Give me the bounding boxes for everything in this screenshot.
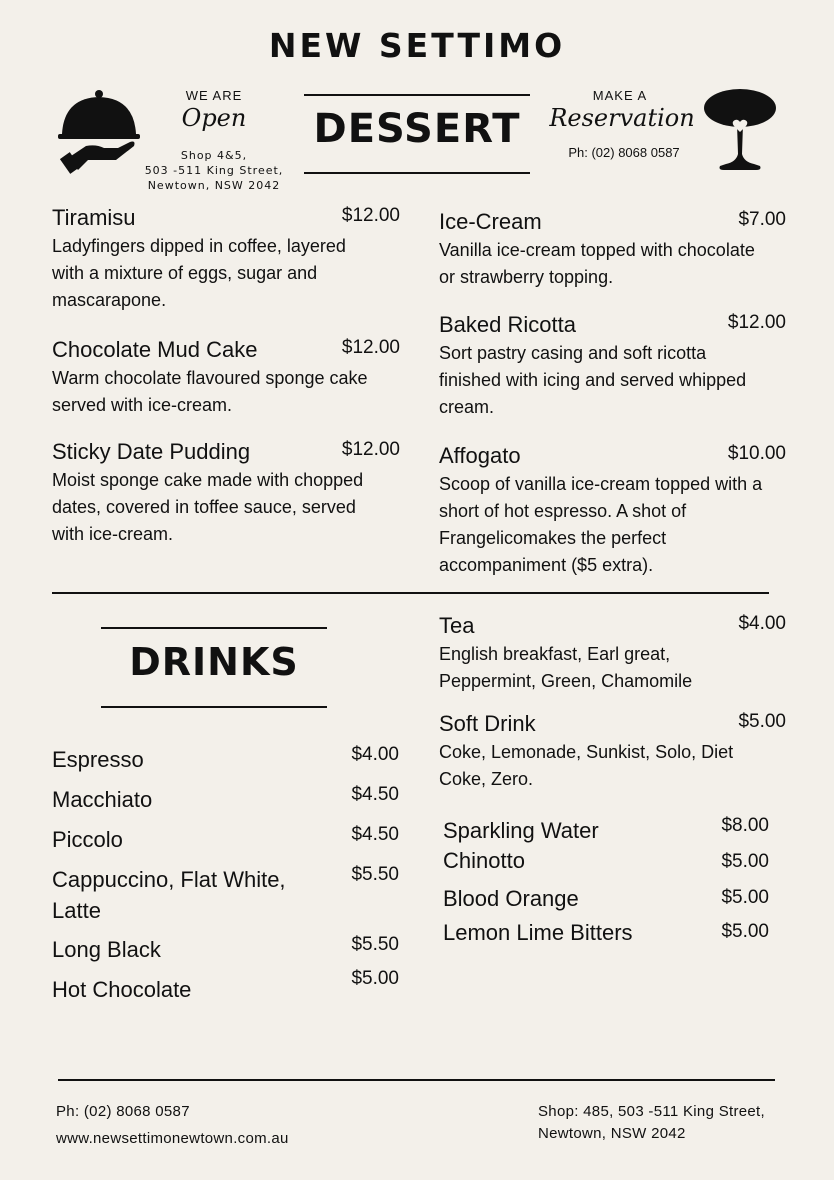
dessert-name: Sticky Date Pudding: [52, 439, 251, 464]
drink-name: Lemon Lime Bitters: [443, 920, 633, 945]
drink-price: $5.50: [351, 934, 399, 955]
dessert-title: DESSERT: [313, 106, 521, 152]
drink-name: Chinotto: [443, 848, 525, 873]
drink-name: Sparkling Water: [443, 818, 599, 843]
drink-row: [52, 784, 399, 824]
other-drinks-list: [443, 815, 769, 959]
dessert-item: [52, 337, 400, 419]
dessert-description: Vanilla ice-cream topped with chocolate or strawberry topping.: [439, 240, 755, 287]
drink-row: [52, 968, 399, 1014]
drink-price: $4.50: [351, 824, 399, 845]
dessert-price: $12.00: [341, 337, 400, 358]
drink-name: Long Black: [52, 937, 161, 962]
drink-price: $5.00: [721, 851, 769, 872]
address-line: Shop 4&5,: [180, 149, 248, 162]
dessert-name: Affogato: [439, 443, 521, 468]
drink-row: [52, 864, 399, 934]
drink-row: [52, 824, 399, 864]
drink-price: $5.50: [351, 864, 399, 885]
address-line: 503 -511 King Street,: [144, 164, 284, 177]
reservation-script: Reservation: [549, 104, 695, 132]
section-divider: [52, 592, 769, 594]
open-script: Open: [181, 104, 247, 132]
drink-price: $5.00: [351, 968, 399, 989]
drink-row: [443, 920, 769, 959]
footer-phone[interactable]: Ph: (02) 8068 0587: [56, 1103, 190, 1120]
drink-name: Tea: [439, 613, 475, 638]
dessert-price: $12.00: [341, 439, 400, 460]
drink-name: Espresso: [52, 747, 144, 772]
drink-description: English breakfast, Earl great, Peppermint, Green, Chamomile: [439, 644, 693, 691]
dessert-price: $7.00: [738, 209, 786, 230]
drink-row: [443, 815, 769, 849]
open-label: WE ARE: [185, 88, 243, 103]
drink-price: $4.00: [738, 613, 786, 634]
dessert-item: [52, 205, 400, 314]
drink-name: Soft Drink: [439, 711, 536, 736]
dessert-price: $10.00: [727, 443, 786, 464]
drink-name: Macchiato: [52, 787, 153, 812]
dessert-price: $12.00: [727, 312, 786, 333]
dessert-description: Moist sponge cake made with chopped dates, covered in toffee sauce, served with ice-cream.: [52, 470, 364, 544]
drink-name: Piccolo: [52, 827, 123, 852]
dessert-item: [439, 209, 786, 291]
reservation-phone[interactable]: Ph: (02) 8068 0587: [568, 145, 680, 160]
address-block: [118, 148, 310, 193]
drink-price: $5.00: [721, 887, 769, 908]
restaurant-name: NEW SETTIMO: [268, 26, 566, 65]
drink-name: Hot Chocolate: [52, 977, 192, 1002]
drink-item: [439, 711, 786, 793]
footer-address: [538, 1098, 798, 1147]
dessert-name: Ice-Cream: [439, 209, 542, 234]
dessert-description: Warm chocolate flavoured sponge cake served with ice-cream.: [52, 368, 368, 415]
coffee-list: [52, 744, 399, 1014]
drink-row: [52, 934, 399, 974]
drink-price: $4.00: [351, 744, 399, 765]
footer-address-line: Shop: 485, 503 -511 King Street,: [538, 1103, 765, 1120]
dessert-price: $12.00: [341, 205, 400, 226]
tree-heart-icon: [700, 88, 780, 174]
footer-divider: [58, 1079, 775, 1081]
footer-website[interactable]: www.newsettimonewtown.com.au: [56, 1130, 289, 1147]
drink-row: [443, 849, 769, 887]
footer-address-line: Newtown, NSW 2042: [538, 1125, 686, 1142]
dessert-name: Tiramisu: [52, 205, 136, 230]
dessert-name: Baked Ricotta: [439, 312, 576, 337]
drink-row: [52, 744, 399, 784]
drink-item: [439, 613, 786, 695]
drinks-title: DRINKS: [129, 640, 299, 684]
drink-description: Coke, Lemonade, Sunkist, Solo, Diet Coke, Zero.: [439, 742, 734, 789]
dessert-item: [439, 312, 786, 421]
drink-price: $8.00: [721, 815, 769, 836]
drink-name: Cappuccino, Flat White, Latte: [52, 867, 286, 923]
reservation-label: MAKE A: [592, 88, 648, 103]
footer-contact: [56, 1098, 289, 1152]
drink-price: $5.00: [738, 711, 786, 732]
address-line: Newtown, NSW 2042: [147, 179, 281, 192]
dessert-item: [52, 439, 400, 548]
dessert-description: Sort pastry casing and soft ricotta finished with icing and served whipped cream.: [439, 343, 747, 417]
drink-price: $5.00: [721, 921, 769, 942]
drink-price: $4.50: [351, 784, 399, 805]
drink-name: Blood Orange: [443, 886, 579, 911]
dessert-description: Scoop of vanilla ice-cream topped with a short of hot espresso. A shot of Frangelicomakes the perfect accompaniment ($5 extra).: [439, 474, 763, 575]
dessert-name: Chocolate Mud Cake: [52, 337, 258, 362]
dessert-description: Ladyfingers dipped in coffee, layered with a mixture of eggs, sugar and mascarapone.: [52, 236, 346, 310]
dessert-item: [439, 443, 786, 579]
